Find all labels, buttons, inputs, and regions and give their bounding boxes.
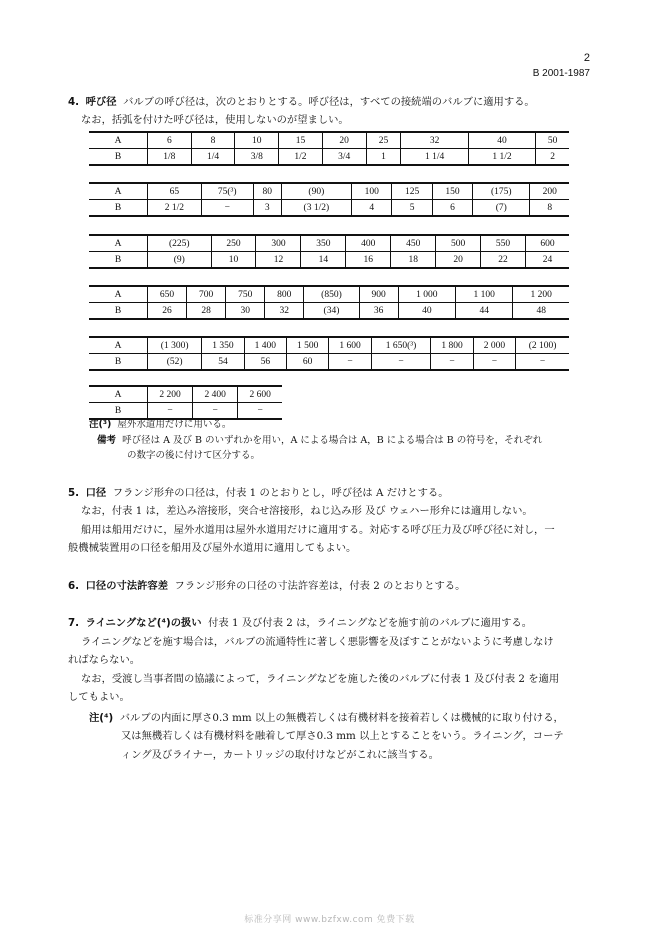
size-table-3 bbox=[89, 234, 569, 269]
section-5-heading: 5. 口径 フランジ形弁の口径は，付表 1 のとおりとし，呼び径は A だけとする。 bbox=[68, 487, 449, 499]
size-cell: 44 bbox=[456, 303, 513, 320]
section-7-text-2: ればならない。 bbox=[68, 654, 141, 666]
note-4-continued-1: 又は無機若しくは有機材料を融着して厚さ0.3 mm 以上とすることをいう。ライニング，コーテ bbox=[121, 730, 564, 742]
size-cell: 2 200 bbox=[148, 386, 193, 403]
size-cell: 1 650(³) bbox=[371, 337, 431, 354]
size-cell: − bbox=[371, 354, 431, 371]
size-row-a bbox=[89, 132, 569, 149]
size-cell: 350 bbox=[301, 235, 346, 252]
size-cell: 10 bbox=[211, 252, 256, 269]
size-table-1 bbox=[89, 131, 569, 166]
size-cell: 1/4 bbox=[191, 149, 235, 166]
row-label: A bbox=[89, 235, 148, 252]
size-cell: 2 000 bbox=[473, 337, 515, 354]
size-cell: 4 bbox=[352, 200, 392, 217]
size-cell: 1 100 bbox=[456, 286, 513, 303]
section-5-text-3: 般機械装置用の口径を船用及び屋外水道用に適用してもよい。 bbox=[68, 542, 357, 554]
size-cell: 1 500 bbox=[287, 337, 329, 354]
size-cell: 56 bbox=[244, 354, 286, 371]
size-cell: − bbox=[193, 403, 238, 420]
size-row-b bbox=[89, 252, 569, 269]
row-label: B bbox=[89, 252, 148, 269]
size-row-a bbox=[89, 337, 569, 354]
size-cell: 18 bbox=[391, 252, 436, 269]
size-cell: − bbox=[238, 403, 282, 420]
size-row-b bbox=[89, 403, 282, 420]
footer-watermark: 标准分享网 www.bzfxw.com 免费下载 bbox=[244, 915, 415, 925]
remarks: 備考 呼び径は A 及び B のいずれかを用い，A による場合は A，B による場合は B の符号を，それぞれ bbox=[97, 435, 543, 446]
size-cell: 48 bbox=[513, 303, 569, 320]
size-cell: 100 bbox=[352, 183, 392, 200]
size-cell: 200 bbox=[530, 183, 569, 200]
note-3: 注(³) 屋外水道用だけに用いる。 bbox=[89, 419, 232, 430]
size-cell: 400 bbox=[346, 235, 391, 252]
size-cell: 750 bbox=[226, 286, 265, 303]
size-cell: 125 bbox=[392, 183, 432, 200]
size-table-5 bbox=[89, 336, 569, 371]
size-cell: 26 bbox=[148, 303, 187, 320]
size-cell: 550 bbox=[481, 235, 526, 252]
size-cell: 450 bbox=[391, 235, 436, 252]
size-cell: 80 bbox=[253, 183, 281, 200]
page-number: 2 bbox=[583, 52, 590, 64]
size-row-a bbox=[89, 286, 569, 303]
size-cell: (90) bbox=[281, 183, 351, 200]
size-table-2 bbox=[89, 182, 569, 217]
size-cell: 650 bbox=[148, 286, 187, 303]
standard-number: B 2001-1987 bbox=[532, 68, 590, 79]
size-cell: 22 bbox=[481, 252, 526, 269]
section-7-heading: 7. ライニングなど(⁴)の扱い 付表 1 及び付表 2 は，ライニングなどを施す前のバルブに適用する。 bbox=[68, 617, 533, 629]
size-cell: 28 bbox=[187, 303, 226, 320]
section-4-heading: 4. 呼び径 バルブの呼び径は，次のとおりとする。呼び径は，すべての接続端のバルブに適用する。 bbox=[68, 96, 535, 108]
size-cell: 3/4 bbox=[322, 149, 366, 166]
size-cell: − bbox=[329, 354, 371, 371]
size-row-b bbox=[89, 149, 569, 166]
size-row-b bbox=[89, 303, 569, 320]
size-cell: 50 bbox=[536, 132, 569, 149]
size-table-4 bbox=[89, 285, 569, 320]
size-row-b bbox=[89, 200, 569, 217]
size-cell: 20 bbox=[436, 252, 481, 269]
size-cell: 10 bbox=[235, 132, 279, 149]
size-cell: (225) bbox=[148, 235, 212, 252]
section-7-text-3: なお，受渡し当事者間の協議によって，ライニングなどを施した後のバルブに付表 1 及び付表 2 を適用 bbox=[81, 673, 560, 685]
section-4-text: なお，括弧を付けた呼び径は，使用しないのが望ましい。 bbox=[81, 114, 349, 126]
size-cell: 1 200 bbox=[513, 286, 569, 303]
size-cell: (1 300) bbox=[148, 337, 202, 354]
row-label: A bbox=[89, 337, 148, 354]
size-cell: 40 bbox=[468, 132, 535, 149]
size-cell: 6 bbox=[148, 132, 192, 149]
row-label: B bbox=[89, 403, 148, 420]
size-cell: (2 100) bbox=[516, 337, 569, 354]
size-cell: 700 bbox=[187, 286, 226, 303]
size-cell: 1 800 bbox=[431, 337, 473, 354]
size-cell: 1 bbox=[366, 149, 401, 166]
size-cell: (34) bbox=[304, 303, 359, 320]
size-cell: − bbox=[201, 200, 253, 217]
size-cell: 1 1/2 bbox=[468, 149, 535, 166]
size-cell: 54 bbox=[202, 354, 244, 371]
note-4-continued-2: ィング及びライナー，カートリッジの取付けなどがこれに該当する。 bbox=[121, 749, 439, 761]
size-cell: − bbox=[148, 403, 193, 420]
size-cell: 60 bbox=[287, 354, 329, 371]
size-cell: 12 bbox=[256, 252, 301, 269]
section-7-text-4: してもよい。 bbox=[68, 691, 130, 703]
size-cell: (7) bbox=[473, 200, 530, 217]
size-cell: 5 bbox=[392, 200, 432, 217]
size-cell: 150 bbox=[432, 183, 472, 200]
size-cell: 32 bbox=[401, 132, 468, 149]
size-cell: 15 bbox=[279, 132, 323, 149]
size-cell: 24 bbox=[526, 252, 569, 269]
size-cell: 36 bbox=[359, 303, 398, 320]
size-table-6 bbox=[89, 385, 282, 420]
size-cell: 2 600 bbox=[238, 386, 282, 403]
size-row-a bbox=[89, 235, 569, 252]
size-cell: 20 bbox=[322, 132, 366, 149]
size-row-b bbox=[89, 354, 569, 371]
size-cell: 300 bbox=[256, 235, 301, 252]
size-cell: 1 400 bbox=[244, 337, 286, 354]
size-cell: 2 bbox=[536, 149, 569, 166]
size-cell: 14 bbox=[301, 252, 346, 269]
size-cell: 16 bbox=[346, 252, 391, 269]
section-7-text-1: ライニングなどを施す場合は，バルブの流通特性に著しく悪影響を及ぼすことがないように考慮しなけ bbox=[81, 636, 554, 648]
row-label: B bbox=[89, 354, 148, 371]
size-cell: 2 400 bbox=[193, 386, 238, 403]
row-label: A bbox=[89, 386, 148, 403]
size-row-a bbox=[89, 386, 282, 403]
row-label: A bbox=[89, 183, 148, 200]
size-cell: 800 bbox=[265, 286, 304, 303]
size-cell: 1/8 bbox=[148, 149, 192, 166]
row-label: B bbox=[89, 303, 148, 320]
remarks-continued: の数字の後に付けて区分する。 bbox=[127, 450, 261, 461]
size-cell: 8 bbox=[530, 200, 569, 217]
size-cell: 1/2 bbox=[279, 149, 323, 166]
size-cell: − bbox=[516, 354, 569, 371]
size-cell: 1 350 bbox=[202, 337, 244, 354]
size-cell: 2 1/2 bbox=[148, 200, 202, 217]
size-cell: (52) bbox=[148, 354, 202, 371]
section-6-heading: 6. 口径の寸法許容差 フランジ形弁の口径の寸法許容差は，付表 2 のとおりとする。 bbox=[68, 580, 466, 592]
size-cell: 65 bbox=[148, 183, 202, 200]
note-4: 注(⁴) バルブの内面に厚さ0.3 mm 以上の無機若しくは有機材料を接着若しくは機械的に取り付ける， bbox=[89, 712, 564, 724]
size-cell: 600 bbox=[526, 235, 569, 252]
size-cell: − bbox=[431, 354, 473, 371]
size-cell: 32 bbox=[265, 303, 304, 320]
size-cell: 30 bbox=[226, 303, 265, 320]
size-cell: 1 1/4 bbox=[401, 149, 468, 166]
size-cell: (175) bbox=[473, 183, 530, 200]
size-cell: (3 1/2) bbox=[281, 200, 351, 217]
size-cell: 500 bbox=[436, 235, 481, 252]
size-cell: 1 600 bbox=[329, 337, 371, 354]
size-cell: 3 bbox=[253, 200, 281, 217]
size-cell: 40 bbox=[398, 303, 455, 320]
size-row-a bbox=[89, 183, 569, 200]
size-cell: (9) bbox=[148, 252, 212, 269]
size-cell: 250 bbox=[211, 235, 256, 252]
size-cell: 3/8 bbox=[235, 149, 279, 166]
size-cell: 900 bbox=[359, 286, 398, 303]
row-label: B bbox=[89, 200, 148, 217]
section-5-text-2: 船用は船用だけに，屋外水道用は屋外水道用だけに適用する。対応する呼び圧力及び呼び径に対し，一 bbox=[81, 524, 555, 536]
size-cell: 6 bbox=[432, 200, 472, 217]
size-cell: 75(³) bbox=[201, 183, 253, 200]
row-label: A bbox=[89, 132, 148, 149]
size-cell: 8 bbox=[191, 132, 235, 149]
row-label: A bbox=[89, 286, 148, 303]
size-cell: − bbox=[473, 354, 515, 371]
size-cell: 25 bbox=[366, 132, 401, 149]
size-cell: (850) bbox=[304, 286, 359, 303]
row-label: B bbox=[89, 149, 148, 166]
size-cell: 1 000 bbox=[398, 286, 455, 303]
section-5-text-1: なお，付表 1 は，差込み溶接形，突合せ溶接形，ねじ込み形 及び ウェハー形弁には適用しない。 bbox=[81, 505, 533, 517]
